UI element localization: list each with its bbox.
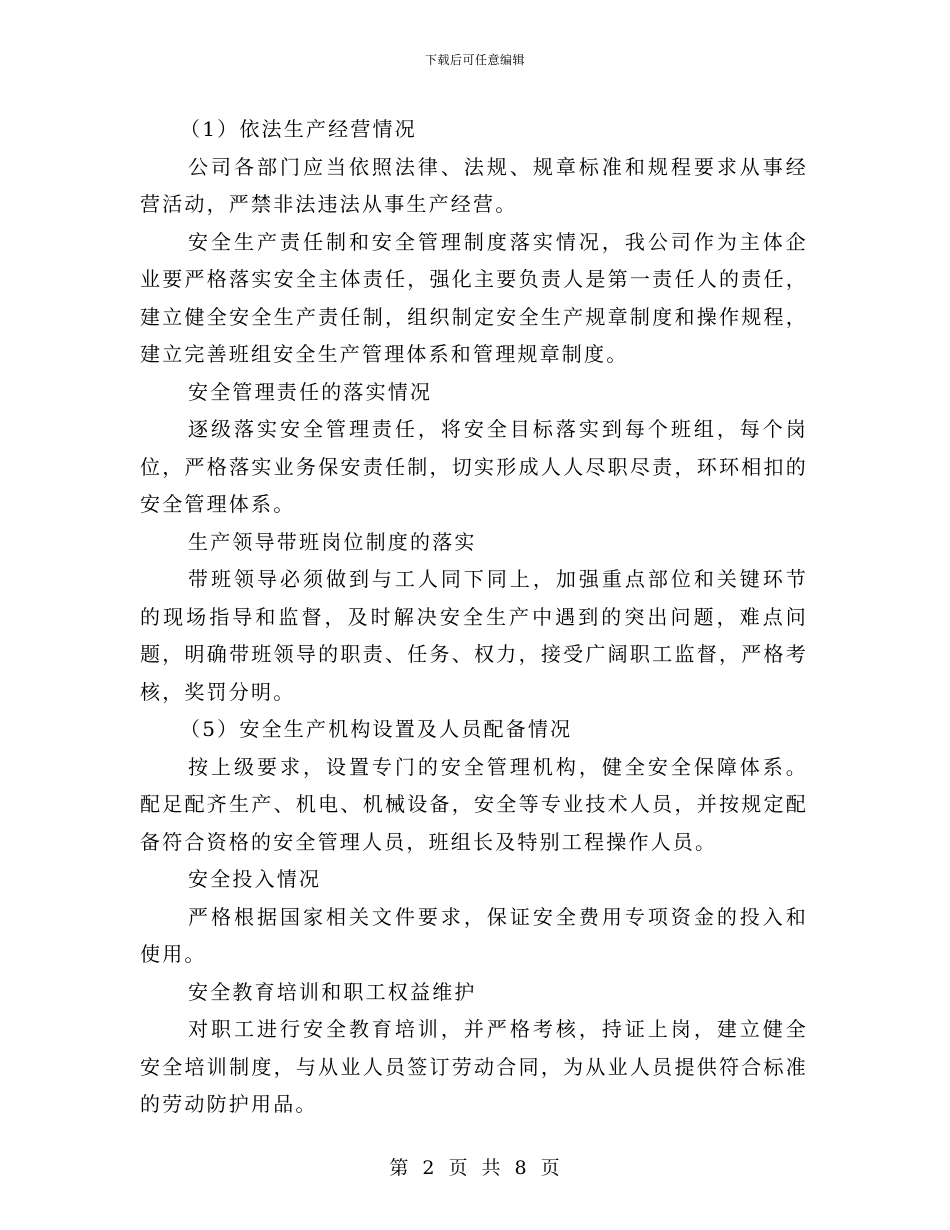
paragraph: 对职工进行安全教育培训，并严格考核，持证上岗，建立健全安全培训制度，与从业人员签订劳动合同，为从业人员提供符合标准的劳动防护用品。 (140, 1017, 808, 1116)
paragraph: 安全生产责任制和安全管理制度落实情况，我公司作为主体企业要严格落实安全主体责任，强化主要负责人是第一责任人的责任，建立健全安全生产责任制，组织制定安全生产规章制度和操作规程，建立完善班组安全生产管理体系和管理规章制度。 (140, 229, 808, 366)
section-heading: 安全管理责任的落实情况 (188, 379, 433, 404)
page-number-footer: 第 2 页 共 8 页 (389, 1157, 561, 1179)
page-header-note: 下载后可任意编辑 (424, 53, 525, 67)
section-heading: 安全教育培训和职工权益维护 (188, 979, 477, 1004)
paragraph: 严格根据国家相关文件要求，保证安全费用专项资金的投入和使用。 (140, 904, 808, 966)
section-heading-1: （1）依法生产经营情况 (180, 117, 417, 141)
document-body (140, 111, 808, 1124)
section-heading: 生产领导带班岗位制度的落实 (188, 529, 477, 554)
paragraph: 公司各部门应当依照法律、法规、规章标准和规程要求从事经营活动，严禁非法违法从事生产经营。 (140, 154, 808, 216)
section-heading-5: （5）安全生产机构设置及人员配备情况 (180, 717, 573, 741)
paragraph: 逐级落实安全管理责任，将安全目标落实到每个班组，每个岗位，严格落实业务保安责任制，切实形成人人尽职尽责，环环相扣的安全管理体系。 (140, 417, 808, 516)
paragraph: 带班领导必须做到与工人同下同上，加强重点部位和关键环节的现场指导和监督，及时解决安全生产中遇到的突出问题，难点问题，明确带班领导的职责、任务、权力，接受广阔职工监督，严格考核，奖罚分明。 (140, 567, 808, 704)
paragraph: 按上级要求，设置专门的安全管理机构，健全安全保障体系。配足配齐生产、机电、机械设备，安全等专业技术人员，并按规定配备符合资格的安全管理人员，班组长及特别工程操作人员。 (140, 754, 808, 854)
section-heading: 安全投入情况 (188, 867, 322, 891)
